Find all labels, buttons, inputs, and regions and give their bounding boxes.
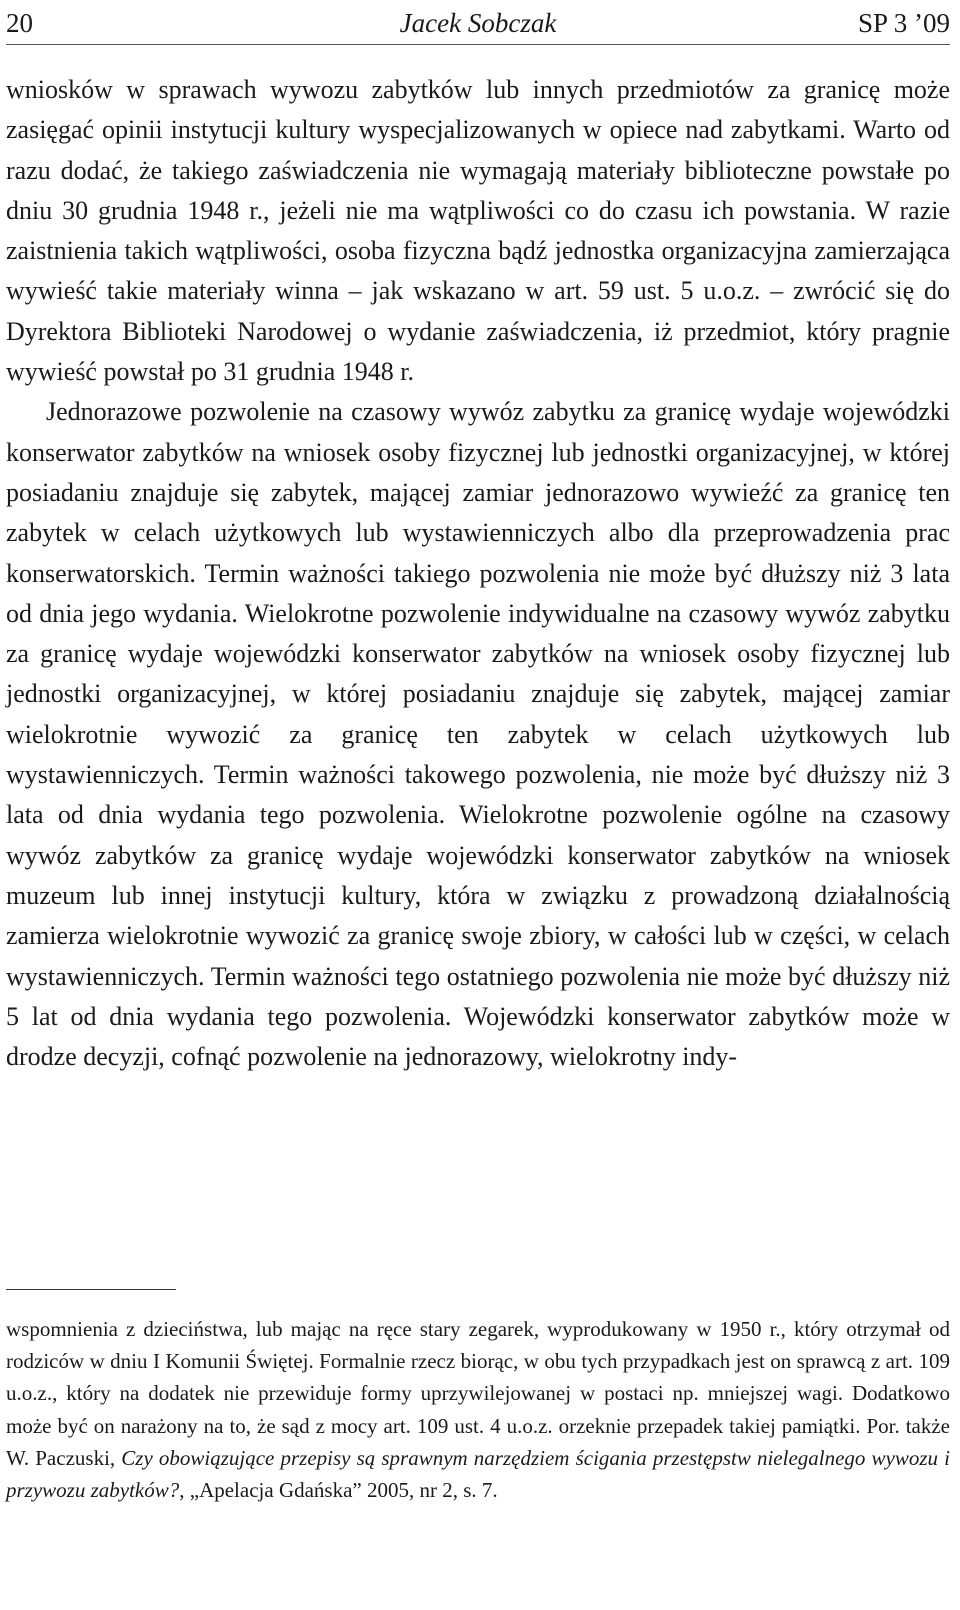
body-paragraph-1: wniosków w sprawach wywozu zabytków lub innych przedmiotów za granicę może zasięgać opinii instytucji kultury wyspecjalizowanych w opiece nad zabytkami. Warto od razu dodać, że takiego zaświadczenia nie wymagają materiały biblioteczne powstałe po dniu 30 grudnia 1948 r., jeżeli nie ma wątpliwości co do czasu ich powstania. W razie zaistnienia takich wątpliwości, osoba fizyczna bądź jednostka organizacyjna zamierzająca wywieść takie materiały winna – jak wskazano w art. 59 ust. 5 u.o.z. – zwrócić się do Dyrektora Biblioteki Narodowej o wydanie zaświadczenia, iż przedmiot, który pragnie wywieść powstał po 31 grudnia 1948 r.: [6, 75, 950, 387]
page-number: 20: [6, 8, 33, 38]
footnote-separator: [6, 1289, 176, 1290]
running-header: [6, 6, 950, 40]
footnote-text-start: wspomnienia z dzieciństwa, lub mając na ręce stary zegarek, wyprodukowany w 1950 r., który otrzymał od rodziców w dniu I Komunii Świętej. Formalnie rzecz biorąc, w obu tych przypadkach jest on sprawcą z art. 109 u.o.z., który na dodatek nie przewiduje formy uprzywilejowanej w postaci np. mniejszej wagi. Dodatkowo może być on narażony na to, że sąd z mocy art. 109 ust. 4 u.o.z. orzeknie przepadek takiej pamiątki. Por. także W. Paczuski,: [6, 1317, 950, 1470]
document-page: [6, 0, 950, 1610]
main-text: [6, 70, 950, 1077]
footnote-text-end: , „Apelacja Gdańska” 2005, nr 2, s. 7.: [179, 1478, 498, 1503]
footnote-cited-title: Czy obowiązujące przepisy są sprawnym narzędziem ścigania przestępstw nielegalnego wywozu i przywozu zabytków?: [6, 1445, 950, 1503]
running-head-author: Jacek Sobczak: [399, 8, 557, 38]
header-rule: [6, 44, 950, 45]
footnote: [6, 1313, 950, 1506]
footnote-paragraph: [6, 1313, 950, 1506]
body-paragraph-2: Jednorazowe pozwolenie na czasowy wywóz zabytku za granicę wydaje wojewódzki konserwator zabytków na wniosek osoby fizycznej lub jednostki organizacyjnej, w której posiadaniu znajduje się zabytek, mającej zamiar jednorazowo wywieźć za granicę ten zabytek w celach użytkowych lub wystawienniczych albo dla przeprowadzenia prac konserwatorskich. Termin ważności takiego pozwolenia nie może być dłuższy niż 3 lata od dnia jego wydania. Wielokrotne pozwolenie indywidualne na czasowy wywóz zabytku za granicę wydaje wojewódzki konserwator zabytków na wniosek osoby fizycznej lub jednostki organizacyjnej, w której posiadaniu znajduje się zabytek, mającej zamiar wielokrotnie wywozić za granicę ten zabytek w celach użytkowych lub wystawienniczych. Termin ważności takowego pozwolenia, nie może być dłuższy niż 3 lata od dnia wydania tego pozwolenia. Wielokrotne pozwolenie ogólne na czasowy wywóz zabytków za granicę wydaje wojewódzki konserwator zabytków na wniosek muzeum lub innej instytucji kultury, która w związku z prowadzoną działalnością zamierza wielokrotnie wywozić za granicę swoje zbiory, w całości lub w części, w celach wystawienniczych. Termin ważności tego ostatniego pozwolenia nie może być dłuższy niż 5 lat od dnia wydania tego pozwolenia. Wojewódzki konserwator zabytków może w drodze decyzji, cofnąć pozwolenie na jednorazowy, wielokrotny indy-: [6, 397, 950, 1072]
running-head-journal: SP 3 ’09: [857, 8, 950, 38]
